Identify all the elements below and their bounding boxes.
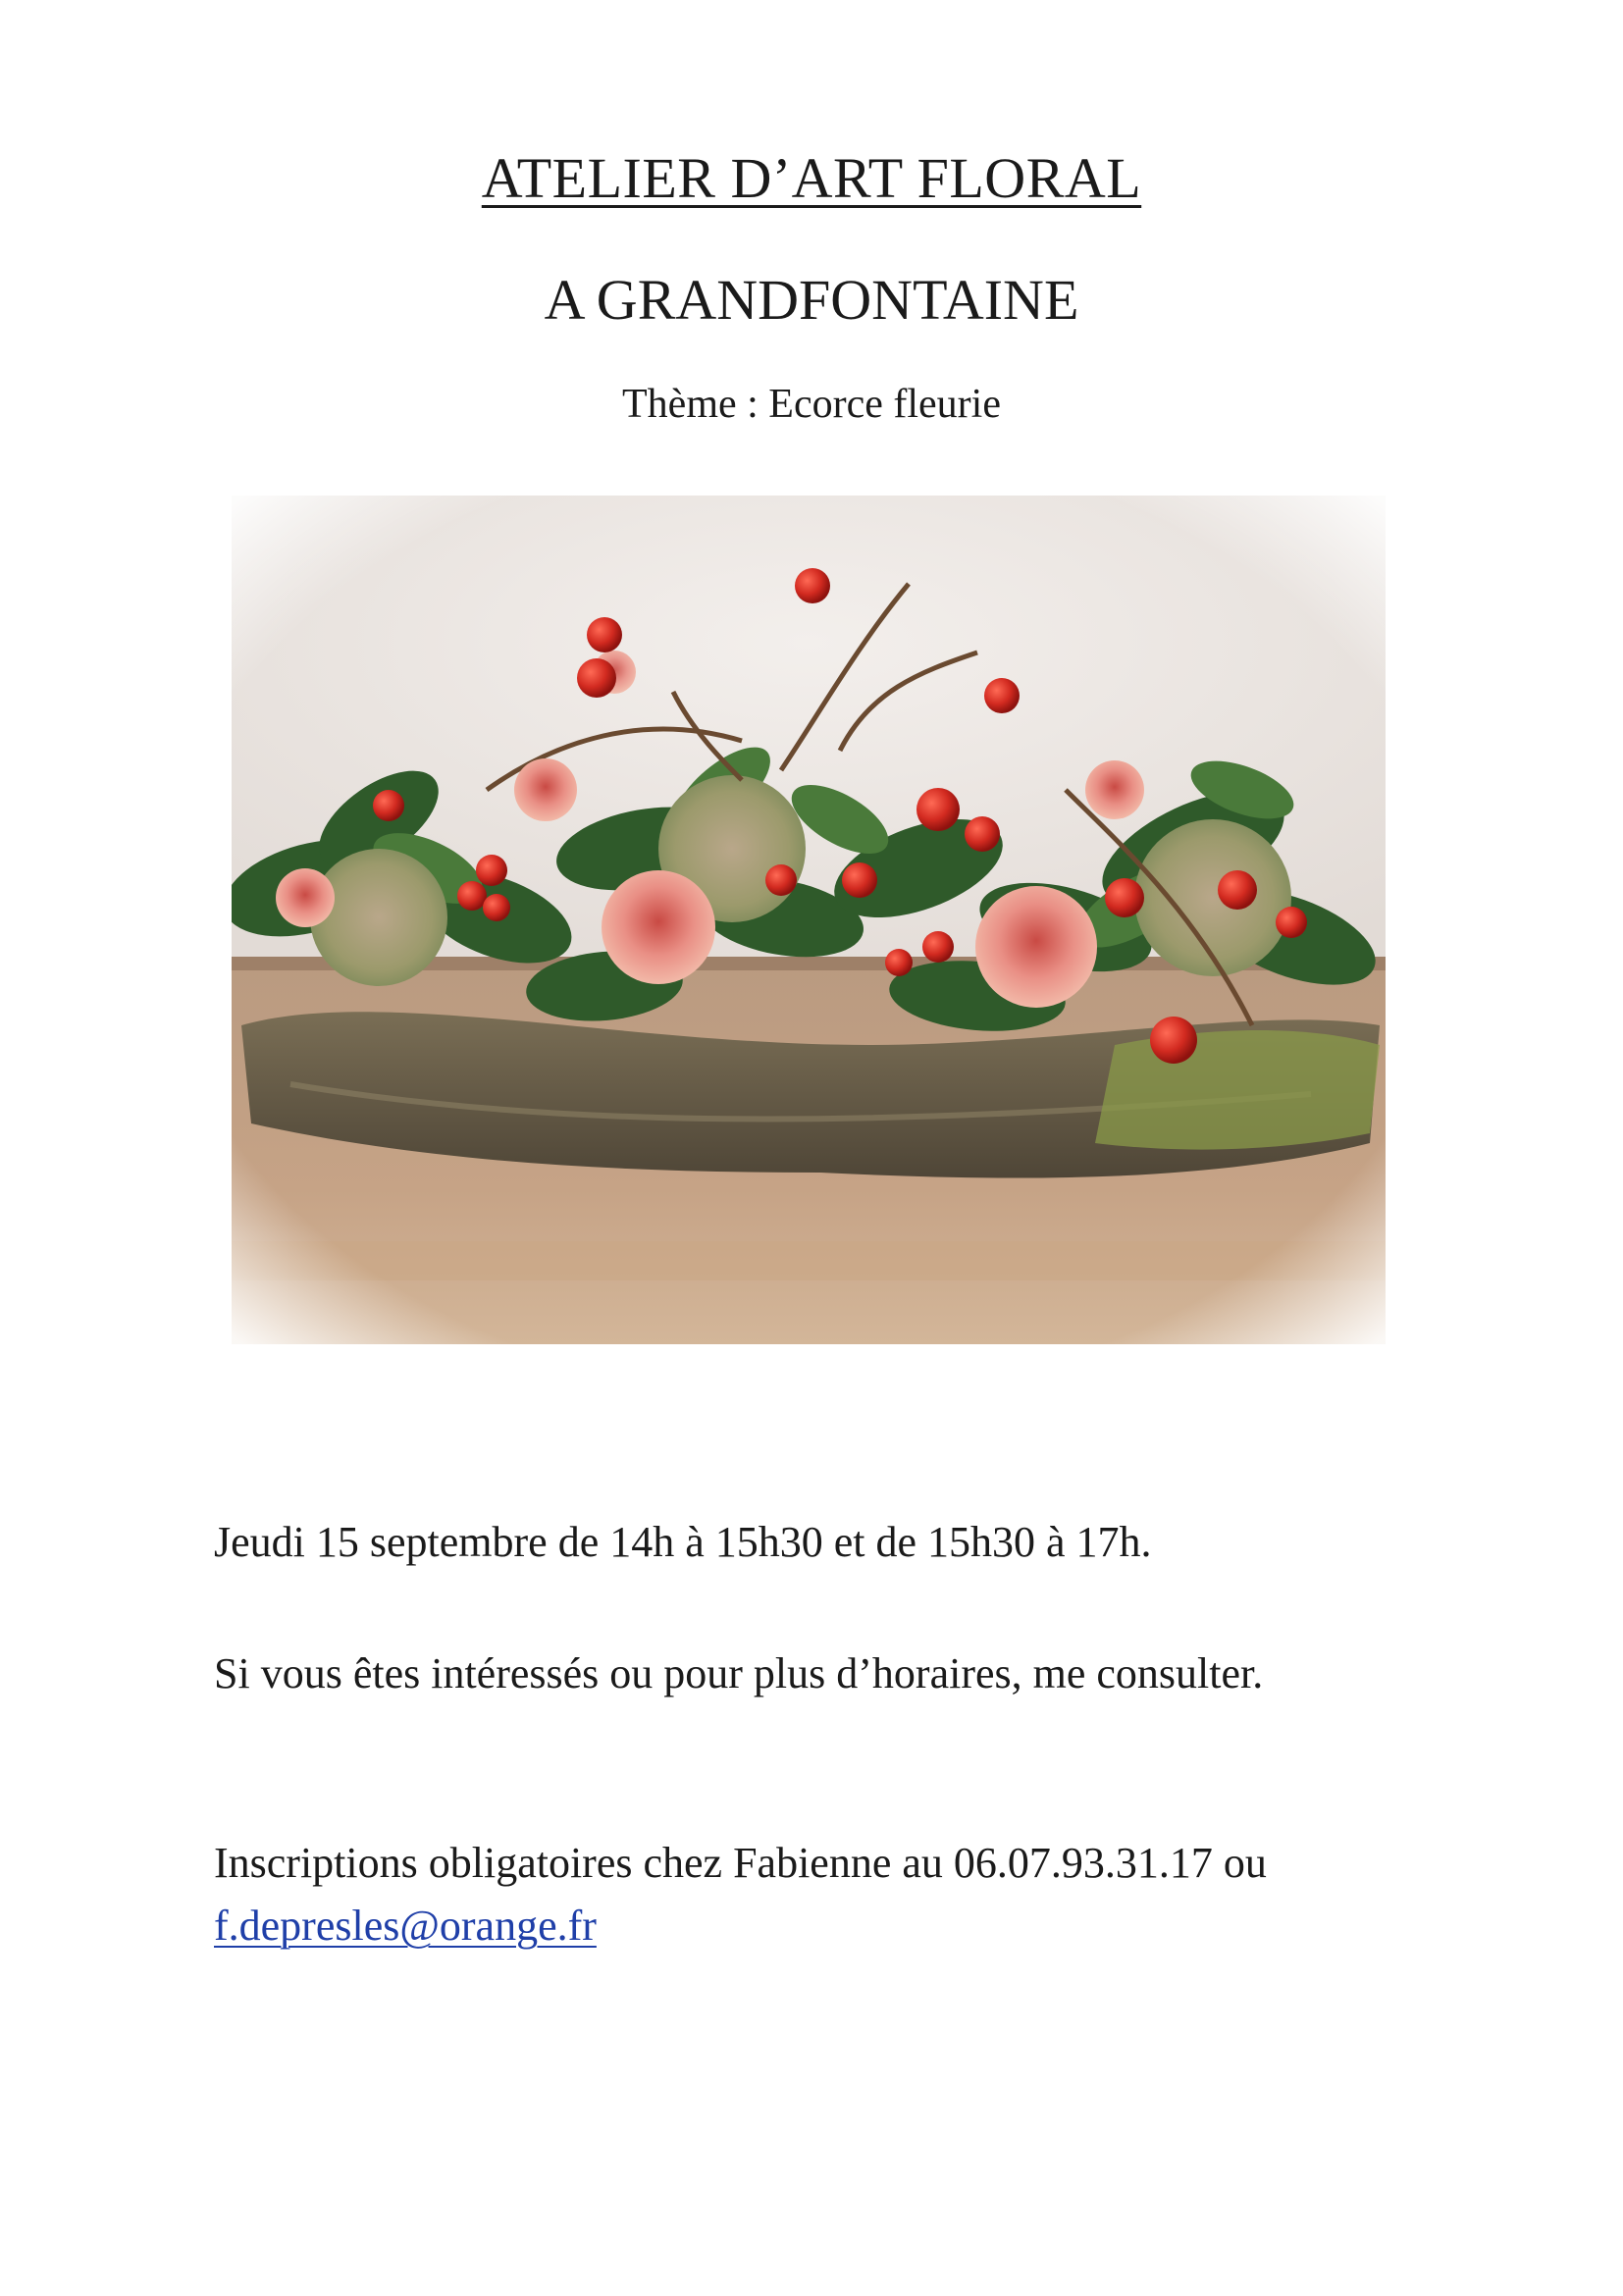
theme-line: Thème : Ecorce fleurie	[622, 382, 1001, 427]
page-subtitle: A GRANDFONTAINE	[544, 268, 1079, 332]
page-title-text: ATELIER D’ART FLORAL	[481, 146, 1142, 210]
floral-arrangement-image	[232, 496, 1386, 1344]
page-title	[0, 145, 1623, 211]
registration-text	[214, 1832, 1440, 1957]
schedule-text: Jeudi 15 septembre de 14h à 15h30 et de 15h30 à 17h.	[214, 1518, 1152, 1566]
registration-prefix: Inscriptions obligatoires chez Fabienne au 06.07.93.31.17 ou	[214, 1839, 1267, 1887]
info-text: Si vous êtes intéressés ou pour plus d’horaires, me consulter.	[214, 1649, 1264, 1697]
email-link[interactable]: f.depresles@orange.fr	[214, 1902, 597, 1950]
